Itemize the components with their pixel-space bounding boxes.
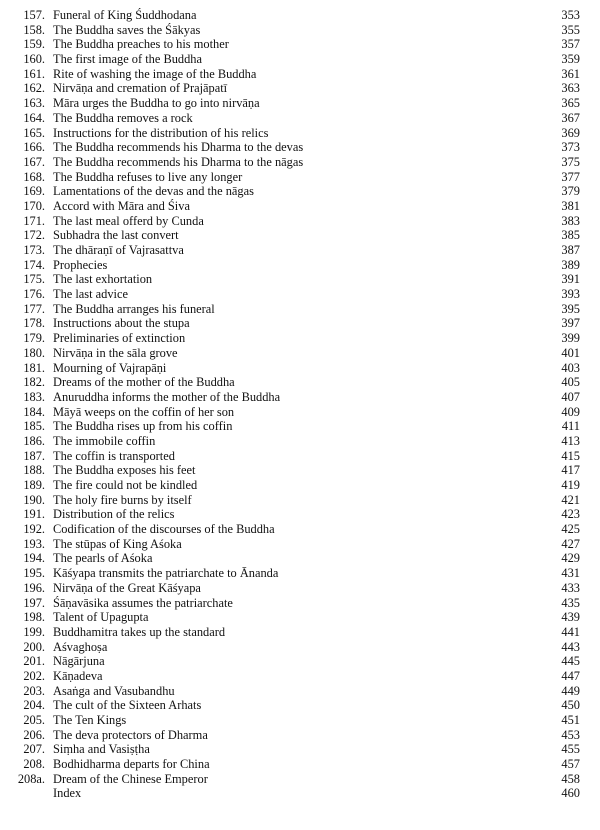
entry-number: 196. (23, 580, 45, 595)
toc-entry (0, 610, 600, 625)
toc-entry (0, 493, 600, 508)
entry-number: 205. (23, 713, 45, 727)
table-of-contents (0, 8, 600, 801)
entry-number: 177. (23, 301, 45, 316)
toc-entry (0, 669, 600, 684)
entry-page-number: 425 (561, 522, 580, 537)
entry-title: Prophecies (53, 257, 108, 272)
toc-entry (0, 390, 600, 405)
entry-page-number: 445 (561, 654, 580, 669)
entry-number: 176. (23, 287, 45, 302)
entry-page-number: 353 (561, 8, 580, 22)
toc-entry (0, 170, 600, 185)
entry-title: Siṃha and Vasiṣṭha (53, 742, 150, 757)
entry-page-number: 460 (561, 786, 580, 801)
entry-number: 200. (23, 639, 45, 654)
entry-page-number: 441 (561, 624, 580, 639)
toc-entry (0, 640, 600, 655)
entry-title: The pearls of Aśoka (53, 551, 153, 566)
toc-entry (0, 8, 600, 23)
entry-number: 190. (23, 492, 45, 507)
toc-entry (0, 654, 600, 669)
entry-page-number: 407 (561, 389, 580, 404)
entry-page-number: 405 (561, 375, 580, 390)
toc-entry (0, 684, 600, 699)
toc-entry (0, 375, 600, 390)
toc-entry (0, 478, 600, 493)
entry-number: 208a. (17, 771, 45, 786)
entry-title: The Buddha arranges his funeral (53, 301, 215, 316)
entry-page-number: 379 (561, 184, 580, 199)
entry-page-number: 413 (561, 433, 580, 448)
entry-title: Kāśyapa transmits the patriarchate to Ānanda (53, 566, 279, 581)
entry-number: 183. (23, 389, 45, 404)
toc-entry (0, 361, 600, 376)
entry-number: 204. (23, 698, 45, 713)
toc-entry (0, 537, 600, 552)
entry-page-number: 450 (561, 698, 580, 713)
entry-page-number: 435 (561, 595, 580, 610)
entry-number: 193. (23, 536, 45, 551)
entry-title: Māyā weeps on the coffin of her son (53, 404, 235, 419)
toc-entry (0, 37, 600, 52)
entry-number: 164. (23, 110, 45, 125)
entry-number: 159. (23, 37, 45, 52)
entry-number: 167. (23, 154, 45, 169)
entry-number: 186. (23, 433, 45, 448)
entry-number: 192. (23, 522, 45, 537)
entry-page-number: 409 (561, 404, 580, 419)
entry-title: The Buddha recommends his Dharma to the nāgas (53, 154, 304, 169)
toc-entry (0, 67, 600, 82)
entry-title: Rite of washing the image of the Buddha (53, 66, 257, 81)
toc-entry (0, 316, 600, 331)
entry-page-number: 455 (561, 742, 580, 757)
entry-page-number: 399 (561, 331, 580, 346)
entry-page-number: 395 (561, 301, 580, 316)
toc-entry (0, 742, 600, 757)
entry-page-number: 447 (561, 668, 580, 683)
entry-number: 178. (23, 316, 45, 331)
toc-entry (0, 757, 600, 772)
entry-page-number: 429 (561, 551, 580, 566)
entry-title: The Buddha exposes his feet (53, 463, 196, 478)
entry-number: 188. (23, 463, 45, 478)
entry-page-number: 385 (561, 228, 580, 243)
toc-entry (0, 713, 600, 728)
entry-page-number: 391 (561, 272, 580, 287)
entry-number: 175. (23, 272, 45, 287)
entry-title: The Ten Kings (53, 713, 127, 727)
entry-title: The Buddha removes a rock (53, 110, 193, 125)
entry-number: 198. (23, 610, 45, 625)
entry-title: Nirvāṇa and cremation of Prajāpatī (53, 81, 228, 96)
entry-title: Śāṇavāsika assumes the patriarchate (53, 595, 233, 610)
entry-title: The first image of the Buddha (53, 52, 202, 67)
toc-entry (0, 522, 600, 537)
entry-page-number: 401 (561, 345, 580, 360)
toc-entry (0, 184, 600, 199)
entry-page-number: 427 (561, 536, 580, 551)
entry-title: The last meal offerd by Cunda (53, 213, 204, 228)
entry-number: 181. (23, 360, 45, 375)
entry-number: 207. (23, 742, 45, 757)
entry-title: The Buddha saves the Śākyas (53, 22, 201, 37)
entry-page-number: 367 (561, 110, 580, 125)
entry-title: Nirvāṇa in the sāla grove (53, 345, 178, 360)
entry-page-number: 361 (561, 66, 580, 81)
toc-entry (0, 111, 600, 126)
toc-entry (0, 566, 600, 581)
entry-page-number: 375 (561, 154, 580, 169)
entry-title: The holy fire burns by itself (53, 492, 192, 507)
entry-number: 180. (23, 345, 45, 360)
toc-entry (0, 302, 600, 317)
entry-title: Preliminaries of extinction (53, 331, 186, 346)
entry-page-number: 359 (561, 52, 580, 67)
entry-title: The last advice (53, 287, 128, 302)
entry-page-number: 377 (561, 169, 580, 184)
entry-page-number: 363 (561, 81, 580, 96)
entry-number: 170. (23, 198, 45, 213)
entry-number: 203. (23, 683, 45, 698)
entry-page-number: 355 (561, 22, 580, 37)
entry-title: Codification of the discourses of the Buddha (53, 522, 275, 537)
toc-entry (0, 625, 600, 640)
toc-entry (0, 126, 600, 141)
entry-title: Funeral of King Śuddhodana (53, 8, 197, 22)
entry-number: 199. (23, 624, 45, 639)
entry-title: The last exhortation (53, 272, 153, 287)
entry-page-number: 433 (561, 580, 580, 595)
entry-number: 169. (23, 184, 45, 199)
entry-title: The dhāraṇī of Vajrasattva (53, 243, 184, 257)
entry-page-number: 397 (561, 316, 580, 331)
entry-page-number: 421 (561, 492, 580, 507)
entry-number: 173. (23, 243, 45, 257)
entry-title: Asaṅga and Vasubandhu (53, 683, 175, 698)
entry-title: The fire could not be kindled (53, 478, 198, 492)
entry-page-number: 411 (561, 419, 580, 434)
entry-page-number: 403 (561, 360, 580, 375)
entry-page-number: 381 (561, 198, 580, 213)
entry-title: Kāṇadeva (53, 668, 103, 683)
entry-title: Māra urges the Buddha to go into nirvāṇa (53, 96, 260, 111)
toc-entry (0, 728, 600, 743)
entry-title: Accord with Māra and Śiva (53, 198, 190, 213)
toc-entry (0, 272, 600, 287)
entry-number: 197. (23, 595, 45, 610)
entry-title: Lamentations of the devas and the nāgas (53, 184, 254, 199)
entry-title: Anuruddha informs the mother of the Buddha (53, 389, 281, 404)
toc-entry (0, 463, 600, 478)
entry-number: 166. (23, 140, 45, 155)
entry-title: The cult of the Sixteen Arhats (53, 698, 202, 713)
toc-entry (0, 405, 600, 420)
entry-page-number: 357 (561, 37, 580, 52)
toc-entry (0, 596, 600, 611)
toc-entry (0, 551, 600, 566)
entry-title: Aśvaghoṣa (53, 639, 108, 654)
entry-title: Talent of Upagupta (53, 610, 149, 625)
entry-page-number: 373 (561, 140, 580, 155)
entry-page-number: 449 (561, 683, 580, 698)
entry-number: 162. (23, 81, 45, 96)
entry-title: Dream of the Chinese Emperor (53, 771, 208, 786)
toc-entry (0, 243, 600, 258)
entry-page-number: 415 (561, 448, 580, 463)
entry-page-number: 423 (561, 507, 580, 522)
entry-number: 161. (23, 66, 45, 81)
entry-title: Nāgārjuna (53, 654, 105, 669)
toc-entry (0, 581, 600, 596)
toc-entry (0, 772, 600, 787)
entry-number: 208. (23, 757, 45, 772)
entry-title: The Buddha preaches to his mother (53, 37, 229, 52)
toc-entry (0, 331, 600, 346)
entry-number: 194. (23, 551, 45, 566)
toc-entry (0, 346, 600, 361)
entry-number: 184. (23, 404, 45, 419)
toc-entry (0, 507, 600, 522)
entry-title: Nirvāṇa of the Great Kāśyapa (53, 580, 201, 595)
toc-entry (0, 23, 600, 38)
entry-number: 171. (23, 213, 45, 228)
toc-entry (0, 287, 600, 302)
entry-number: 158. (23, 22, 45, 37)
entry-number: 195. (23, 566, 45, 581)
entry-title: The Buddha refuses to live any longer (53, 169, 243, 184)
entry-number: 187. (23, 448, 45, 463)
entry-number: 185. (23, 419, 45, 434)
entry-title: Instructions about the stupa (53, 316, 190, 331)
entry-page-number: 383 (561, 213, 580, 228)
toc-entry (0, 419, 600, 434)
entry-title: The coffin is transported (53, 448, 175, 463)
entry-number: 182. (23, 375, 45, 390)
entry-number: 165. (23, 125, 45, 140)
entry-page-number: 457 (561, 757, 580, 772)
entry-title: The immobile coffin (53, 433, 156, 448)
entry-title: Mourning of Vajrapāṇi (53, 360, 167, 375)
entry-page-number: 458 (561, 771, 580, 786)
toc-entry (0, 258, 600, 273)
entry-number: 157. (23, 8, 45, 22)
entry-title: The Buddha recommends his Dharma to the devas (53, 140, 304, 155)
entry-title: The Buddha rises up from his coffin (53, 419, 233, 434)
entry-number: 202. (23, 668, 45, 683)
toc-entry (0, 214, 600, 229)
entry-number: 168. (23, 169, 45, 184)
toc-entry (0, 698, 600, 713)
toc-entry (0, 96, 600, 111)
entry-page-number: 419 (561, 478, 580, 492)
entry-page-number: 365 (561, 96, 580, 111)
entry-number: 172. (23, 228, 45, 243)
entry-page-number: 389 (561, 257, 580, 272)
entry-number: 174. (23, 257, 45, 272)
entry-title: Instructions for the distribution of his relics (53, 125, 269, 140)
entry-page-number: 387 (561, 243, 580, 257)
entry-number: 191. (23, 507, 45, 522)
entry-title: Distribution of the relics (53, 507, 175, 522)
toc-entry (0, 786, 600, 801)
entry-title: The deva protectors of Dharma (53, 727, 208, 742)
entry-page-number: 443 (561, 639, 580, 654)
toc-entry (0, 449, 600, 464)
toc-entry (0, 434, 600, 449)
entry-page-number: 431 (561, 566, 580, 581)
entry-title: Dreams of the mother of the Buddha (53, 375, 235, 390)
entry-page-number: 439 (561, 610, 580, 625)
entry-page-number: 393 (561, 287, 580, 302)
toc-entry (0, 228, 600, 243)
toc-entry (0, 199, 600, 214)
entry-page-number: 369 (561, 125, 580, 140)
entry-page-number: 451 (561, 713, 580, 727)
toc-entry (0, 140, 600, 155)
entry-number: 179. (23, 331, 45, 346)
entry-title: Buddhamitra takes up the standard (53, 624, 226, 639)
entry-page-number: 417 (561, 463, 580, 478)
toc-entry (0, 81, 600, 96)
entry-number: 189. (23, 478, 45, 492)
entry-number: 201. (23, 654, 45, 669)
entry-number: 160. (23, 52, 45, 67)
toc-entry (0, 52, 600, 67)
entry-number: 206. (23, 727, 45, 742)
entry-page-number: 453 (561, 727, 580, 742)
toc-entry (0, 155, 600, 170)
entry-title: Index (53, 786, 82, 801)
entry-title: Bodhidharma departs for China (53, 757, 210, 772)
entry-number: 163. (23, 96, 45, 111)
entry-title: Subhadra the last convert (53, 228, 179, 243)
entry-title: The stūpas of King Aśoka (53, 536, 182, 551)
